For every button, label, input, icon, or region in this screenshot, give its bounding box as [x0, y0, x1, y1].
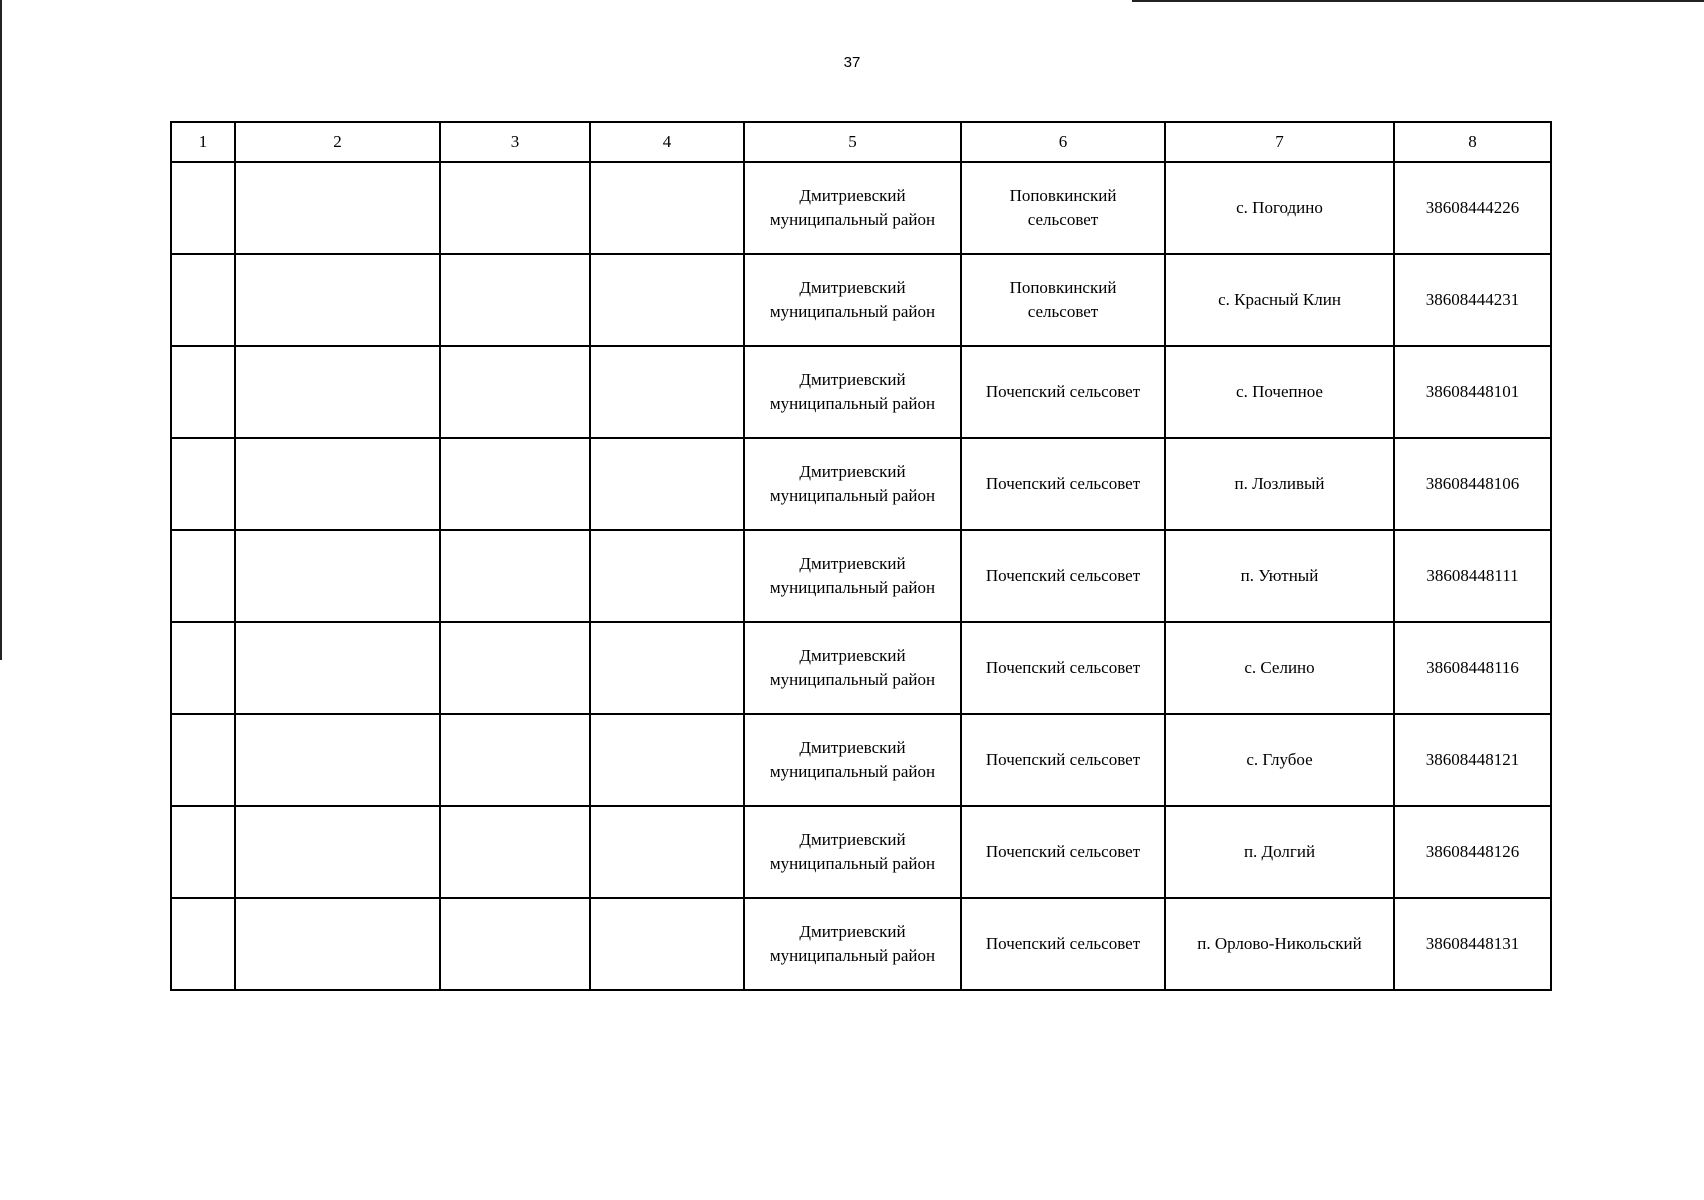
settlements-table	[170, 121, 1552, 991]
cell-council-text: сельсовет	[1027, 210, 1099, 229]
cell-col-2	[235, 898, 440, 990]
cell-locality-text: п. Орлово-Никольский	[1197, 934, 1362, 953]
cell-district-text: муниципальный район	[769, 946, 936, 965]
cell-code-text: 38608448121	[1425, 750, 1520, 769]
cell-col-4	[590, 714, 744, 806]
cell-col-2	[235, 622, 440, 714]
cell-col-4	[590, 530, 744, 622]
cell-council-text: Почепский сельсовет	[985, 474, 1141, 493]
cell-col-3	[440, 530, 590, 622]
cell-locality-text: с. Красный Клин	[1218, 290, 1341, 309]
cell-locality-text: с. Глубое	[1246, 750, 1313, 769]
cell-locality	[1165, 254, 1394, 346]
column-header-1: 1	[171, 122, 235, 162]
table-row	[171, 622, 1551, 714]
cell-locality	[1165, 346, 1394, 438]
page-number: 37	[843, 54, 861, 71]
cell-district-text: муниципальный район	[769, 762, 936, 781]
cell-code	[1394, 254, 1551, 346]
cell-district-text: муниципальный район	[769, 302, 936, 321]
cell-council-text: Поповкинский	[1009, 186, 1117, 205]
column-header-5: 5	[744, 122, 961, 162]
cell-locality	[1165, 714, 1394, 806]
column-header-6: 6	[961, 122, 1165, 162]
cell-col-4	[590, 346, 744, 438]
cell-district-text: Дмитриевский	[799, 646, 906, 665]
cell-council	[961, 714, 1165, 806]
cell-locality	[1165, 438, 1394, 530]
column-header-3: 3	[440, 122, 590, 162]
cell-district-text: Дмитриевский	[799, 738, 906, 757]
cell-district	[744, 530, 961, 622]
cell-col-1	[171, 346, 235, 438]
cell-locality-text: с. Селино	[1244, 658, 1315, 677]
cell-col-4	[590, 438, 744, 530]
table-row	[171, 530, 1551, 622]
cell-council-text: Почепский сельсовет	[985, 566, 1141, 585]
cell-col-3	[440, 898, 590, 990]
cell-col-2	[235, 806, 440, 898]
cell-code-text: 38608448126	[1425, 842, 1520, 861]
cell-district-text: муниципальный район	[769, 670, 936, 689]
cell-code	[1394, 898, 1551, 990]
cell-col-1	[171, 438, 235, 530]
cell-code-text: 38608448106	[1425, 474, 1520, 493]
cell-district-text: муниципальный район	[769, 394, 936, 413]
cell-council-text: Почепский сельсовет	[985, 750, 1141, 769]
cell-locality-text: с. Погодино	[1236, 198, 1323, 217]
column-header-7: 7	[1165, 122, 1394, 162]
cell-col-3	[440, 438, 590, 530]
cell-code-text: 38608444231	[1425, 290, 1520, 309]
cell-council	[961, 346, 1165, 438]
table-row	[171, 438, 1551, 530]
cell-code	[1394, 162, 1551, 254]
cell-col-4	[590, 254, 744, 346]
cell-locality-text: п. Долгий	[1243, 842, 1316, 861]
cell-code	[1394, 806, 1551, 898]
cell-district	[744, 622, 961, 714]
cell-council	[961, 254, 1165, 346]
cell-locality	[1165, 622, 1394, 714]
cell-district-text: Дмитриевский	[799, 370, 906, 389]
cell-code-text: 38608448101	[1425, 382, 1520, 401]
table-row	[171, 162, 1551, 254]
cell-district-text: Дмитриевский	[799, 278, 906, 297]
cell-council-text: Почепский сельсовет	[985, 842, 1141, 861]
cell-council-text: Почепский сельсовет	[985, 934, 1141, 953]
cell-district-text: муниципальный район	[769, 854, 936, 873]
cell-council-text: Поповкинский	[1009, 278, 1117, 297]
cell-col-3	[440, 162, 590, 254]
cell-col-4	[590, 162, 744, 254]
cell-locality	[1165, 806, 1394, 898]
cell-council	[961, 438, 1165, 530]
table-row	[171, 806, 1551, 898]
cell-district	[744, 806, 961, 898]
cell-col-1	[171, 530, 235, 622]
cell-locality-text: с. Почепное	[1236, 382, 1323, 401]
cell-code	[1394, 622, 1551, 714]
table-row	[171, 714, 1551, 806]
cell-council	[961, 898, 1165, 990]
cell-col-3	[440, 806, 590, 898]
table-header-row	[171, 122, 1551, 162]
cell-col-4	[590, 622, 744, 714]
cell-district	[744, 254, 961, 346]
cell-district-text: Дмитриевский	[799, 554, 906, 573]
cell-district	[744, 898, 961, 990]
cell-code-text: 38608448116	[1426, 658, 1519, 677]
scan-edge-left	[0, 0, 2, 660]
cell-col-3	[440, 714, 590, 806]
table-row	[171, 898, 1551, 990]
cell-district	[744, 714, 961, 806]
cell-district-text: Дмитриевский	[799, 830, 906, 849]
cell-council	[961, 622, 1165, 714]
cell-col-1	[171, 898, 235, 990]
cell-district-text: Дмитриевский	[799, 186, 906, 205]
cell-council	[961, 530, 1165, 622]
cell-col-2	[235, 254, 440, 346]
cell-col-1	[171, 714, 235, 806]
cell-locality	[1165, 898, 1394, 990]
cell-col-4	[590, 898, 744, 990]
cell-code-text: 38608448111	[1426, 566, 1519, 585]
cell-col-2	[235, 346, 440, 438]
cell-code	[1394, 530, 1551, 622]
column-header-2: 2	[235, 122, 440, 162]
cell-locality-text: п. Уютный	[1240, 566, 1319, 585]
cell-col-3	[440, 346, 590, 438]
table-body	[171, 162, 1551, 990]
cell-code	[1394, 714, 1551, 806]
cell-col-4	[590, 806, 744, 898]
cell-locality-text: п. Лозливый	[1234, 474, 1325, 493]
cell-col-1	[171, 806, 235, 898]
cell-code	[1394, 346, 1551, 438]
column-header-8: 8	[1394, 122, 1551, 162]
cell-council-text: Почепский сельсовет	[985, 382, 1141, 401]
cell-col-2	[235, 714, 440, 806]
cell-council	[961, 162, 1165, 254]
scan-edge-top	[1132, 0, 1704, 2]
table-row	[171, 254, 1551, 346]
cell-district	[744, 346, 961, 438]
table-row	[171, 346, 1551, 438]
cell-col-3	[440, 254, 590, 346]
cell-district-text: муниципальный район	[769, 210, 936, 229]
cell-col-1	[171, 254, 235, 346]
cell-council-text: сельсовет	[1027, 302, 1099, 321]
column-header-4: 4	[590, 122, 744, 162]
cell-district-text: Дмитриевский	[799, 922, 906, 941]
cell-col-2	[235, 530, 440, 622]
cell-council	[961, 806, 1165, 898]
cell-col-2	[235, 162, 440, 254]
cell-district-text: муниципальный район	[769, 578, 936, 597]
cell-col-2	[235, 438, 440, 530]
cell-district	[744, 162, 961, 254]
cell-code	[1394, 438, 1551, 530]
cell-district-text: муниципальный район	[769, 486, 936, 505]
cell-col-1	[171, 162, 235, 254]
cell-locality	[1165, 162, 1394, 254]
cell-district	[744, 438, 961, 530]
cell-district-text: Дмитриевский	[799, 462, 906, 481]
cell-council-text: Почепский сельсовет	[985, 658, 1141, 677]
cell-col-1	[171, 622, 235, 714]
cell-code-text: 38608448131	[1425, 934, 1520, 953]
cell-col-3	[440, 622, 590, 714]
cell-code-text: 38608444226	[1425, 198, 1520, 217]
cell-locality	[1165, 530, 1394, 622]
